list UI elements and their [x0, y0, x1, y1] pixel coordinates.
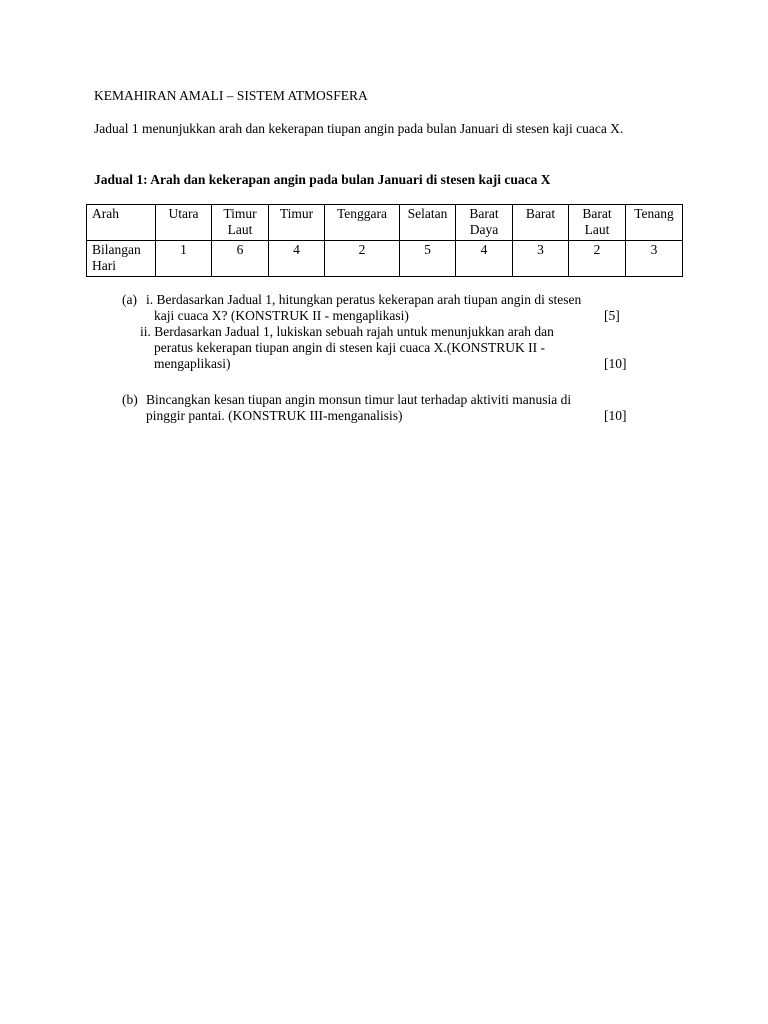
table-header-cell	[269, 205, 325, 241]
question-a-ii-line1: ii. Berdasarkan Jadual 1, lukiskan sebuah rajah untuk menunjukkan arah dan	[140, 324, 554, 339]
question-b-line2: pinggir pantai. (KONSTRUK III-menganalisis)	[146, 408, 403, 423]
direction-label-line2: Daya	[469, 222, 499, 237]
wind-direction-table	[86, 204, 683, 277]
question-a-i-line2: kaji cuaca X? (KONSTRUK II - mengaplikasi)	[154, 308, 409, 323]
table-data-row	[87, 241, 683, 277]
question-a-i-mark: [5]	[604, 308, 620, 323]
question-a-i-line1: i. Berdasarkan Jadual 1, hitungkan peratus kekerapan arah tiupan angin di stesen	[146, 292, 582, 307]
direction-label: Barat	[469, 206, 499, 221]
table-value-cell: 4	[269, 241, 325, 277]
direction-label-line2: Laut	[227, 222, 253, 237]
question-b-line1: Bincangkan kesan tiupan angin monsun timur laut terhadap aktiviti manusia di	[146, 392, 572, 407]
table-header-cell	[626, 205, 683, 241]
table-header-cell	[87, 205, 156, 241]
table-value-cell: 2	[569, 241, 626, 277]
table-value-cell: 5	[400, 241, 456, 277]
direction-label: Utara	[168, 206, 199, 221]
question-b-label: (b)	[122, 392, 138, 407]
table-value-cell: 6	[212, 241, 269, 277]
question-b-mark: [10]	[604, 408, 627, 423]
table-header-cell	[456, 205, 513, 241]
direction-label: Tenggara	[336, 206, 388, 221]
question-a-ii-mark: [10]	[604, 356, 627, 371]
document-heading: KEMAHIRAN AMALI – SISTEM ATMOSFERA	[94, 88, 368, 103]
table-header-row	[87, 205, 683, 241]
direction-label: Timur	[279, 206, 314, 221]
table-header-cell	[400, 205, 456, 241]
table-row-label-cell	[87, 241, 156, 277]
table-header-cell	[156, 205, 212, 241]
direction-label-line2: Laut	[584, 222, 610, 237]
table-header-cell	[325, 205, 400, 241]
intro-paragraph: Jadual 1 menunjukkan arah dan kekerapan tiupan angin pada bulan Januari di stesen kaji cuaca X.	[94, 121, 624, 136]
table-value-cell: 3	[626, 241, 683, 277]
table-value-cell: 4	[456, 241, 513, 277]
hari-label: Hari	[92, 258, 116, 273]
direction-label: Timur	[223, 206, 257, 221]
direction-label: Barat	[525, 206, 556, 221]
table-value-cell: 2	[325, 241, 400, 277]
table-header-cell	[569, 205, 626, 241]
direction-label: Barat	[582, 206, 612, 221]
arah-label: Arah	[92, 206, 119, 221]
table-title: Jadual 1: Arah dan kekerapan angin pada bulan Januari di stesen kaji cuaca X	[94, 172, 551, 187]
table-value-cell: 1	[156, 241, 212, 277]
table-header-cell	[212, 205, 269, 241]
table-value-cell: 3	[513, 241, 569, 277]
question-a-ii-line3: mengaplikasi)	[154, 356, 231, 371]
direction-label: Tenang	[634, 206, 674, 221]
table-header-cell	[513, 205, 569, 241]
bilangan-label: Bilangan	[92, 242, 141, 257]
question-a-ii-line2: peratus kekerapan tiupan angin di stesen kaji cuaca X.(KONSTRUK II -	[154, 340, 545, 355]
direction-label: Selatan	[407, 206, 448, 221]
question-a-label: (a)	[122, 292, 137, 307]
